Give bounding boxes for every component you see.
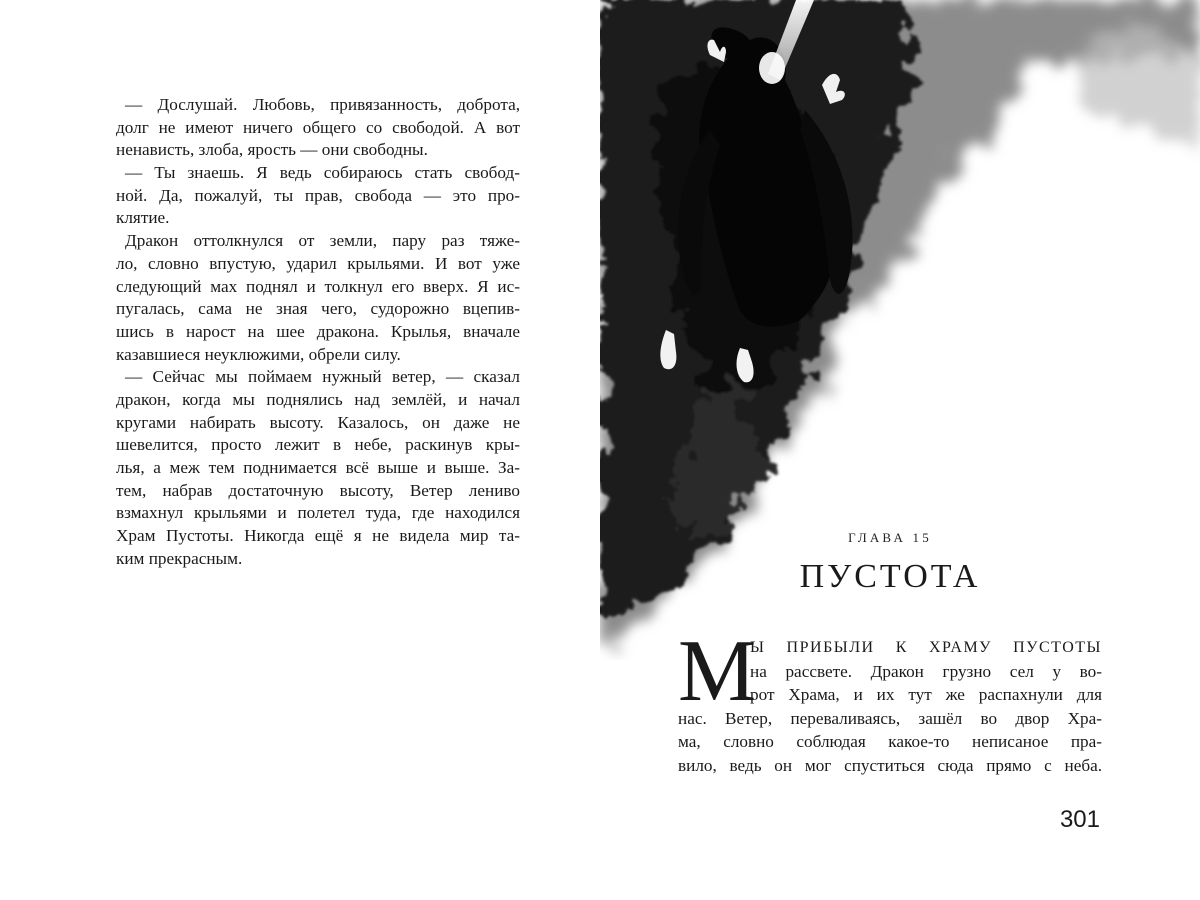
text-line: вило, ведь он мог спуститься сюда прямо с неба. <box>678 755 1102 775</box>
text-line: Храм Пустоты. Никогда ещё я не видела мир та- <box>116 526 520 546</box>
text-line: ма, словно соблюдая какое-то неписаное пра- <box>678 732 1102 752</box>
text-line: ненависть, злоба, ярость — они свободны. <box>116 140 428 160</box>
text-line: ло, словно впустую, ударил крыльями. И вот уже <box>116 253 520 273</box>
text-line: клятие. <box>116 208 170 228</box>
chapter-opening-text <box>678 636 1102 778</box>
text-line: лья, а меж тем поднимается всё выше и выше. За- <box>116 458 520 477</box>
text-line: казавшиеся неуклюжими, обрели силу. <box>116 344 401 364</box>
text-line: на рассвете. Дракон грузно сел у во- <box>750 661 1102 681</box>
text-line: ким прекрасным. <box>116 548 243 568</box>
drop-cap: М <box>678 623 757 720</box>
text-line: рот Храма, и их тут же распахнули для <box>750 685 1102 705</box>
text-line: тем, набрав достаточную высоту, Ветер лениво <box>116 480 520 500</box>
page-number: 301 <box>1059 806 1100 833</box>
text-line: долг не имеют ничего общего со свободой. А вот <box>116 117 520 137</box>
chapter-title: ПУСТОТА <box>799 558 981 595</box>
text-line: нас. Ветер, переваливаясь, зашёл во двор Хра- <box>678 708 1102 728</box>
text-line: шевелится, просто лежит в небе, раскинув кры- <box>116 435 520 455</box>
left-page-text <box>116 94 520 570</box>
text-line: пугалась, сама не зная чего, судорожно вцепив- <box>116 299 520 319</box>
text-line: — Ты знаешь. Я ведь собираюсь стать свобод- <box>125 163 520 183</box>
text-line: — Дослушай. Любовь, привязанность, доброта, <box>125 95 520 114</box>
text-line: дракон, когда мы поднялись над землёй, и начал <box>116 389 520 409</box>
text-line: шись в нарост на шее дракона. Крылья, вначале <box>116 321 520 341</box>
text-line: Ы ПРИБЫЛИ К ХРАМУ ПУСТОТЫ <box>750 639 1102 656</box>
text-line: следующий мах поднял и толкнул его вверх. Я ис- <box>116 276 520 296</box>
text-line: Дракон оттолкнулся от земли, пару раз тяже- <box>125 231 520 251</box>
text-line: — Сейчас мы поймаем нужный ветер, — сказал <box>125 367 520 387</box>
text-line: взмахнул крыльями и полетел туда, где находился <box>116 503 520 523</box>
chapter-label: ГЛАВА 15 <box>848 530 932 545</box>
text-line: кругами набирать высоту. Казалось, он даже не <box>116 412 520 432</box>
text-line: ной. Да, пожалуй, ты прав, свобода — это про- <box>116 185 520 205</box>
